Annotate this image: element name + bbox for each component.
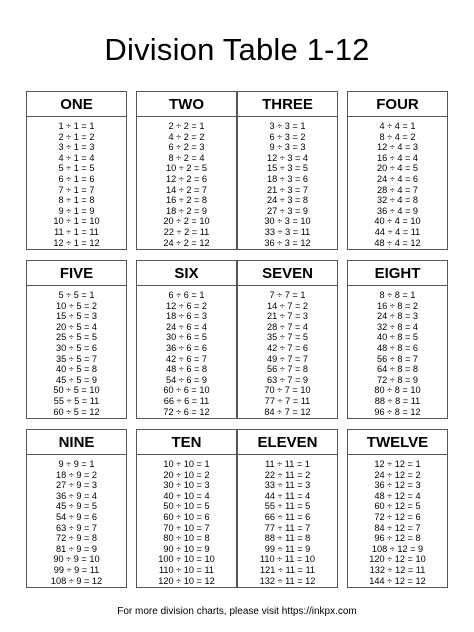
division-table-five	[26, 260, 127, 419]
table-heading: SEVEN	[238, 261, 337, 286]
division-fact: 2 ÷ 1 = 2	[58, 131, 95, 142]
division-table-eleven	[237, 429, 338, 588]
division-fact: 20 ÷ 5 = 4	[55, 321, 98, 332]
table-heading: TWELVE	[348, 430, 447, 455]
division-fact: 24 ÷ 3 = 8	[266, 195, 309, 206]
division-fact: 84 ÷ 12 = 7	[374, 522, 421, 533]
division-fact: 22 ÷ 11 = 2	[264, 469, 311, 480]
table-rows	[238, 459, 337, 586]
division-fact: 3 ÷ 3 = 1	[269, 121, 306, 131]
division-fact: 12 ÷ 12 = 1	[374, 459, 421, 469]
division-fact: 6 ÷ 2 = 3	[168, 142, 205, 153]
table-heading: ONE	[27, 92, 126, 117]
division-fact: 21 ÷ 7 = 3	[266, 311, 309, 322]
table-rows	[348, 290, 447, 417]
division-fact: 44 ÷ 4 = 11	[374, 226, 421, 237]
division-fact: 40 ÷ 10 = 4	[163, 490, 210, 501]
division-fact: 90 ÷ 9 = 10	[53, 554, 100, 565]
division-fact: 88 ÷ 11 = 8	[264, 533, 311, 544]
division-fact: 42 ÷ 6 = 7	[165, 353, 208, 364]
division-fact: 36 ÷ 12 = 3	[374, 480, 421, 491]
division-fact: 1 ÷ 1 = 1	[58, 121, 95, 131]
division-fact: 11 ÷ 1 = 11	[54, 226, 99, 237]
division-fact: 48 ÷ 12 = 4	[374, 490, 421, 501]
division-fact: 3 ÷ 1 = 3	[58, 142, 95, 153]
division-table-seven	[237, 260, 338, 419]
division-fact: 108 ÷ 12 = 9	[371, 543, 424, 554]
division-fact: 12 ÷ 4 = 3	[376, 142, 419, 153]
division-fact: 77 ÷ 7 = 11	[264, 395, 311, 406]
division-fact: 60 ÷ 10 = 6	[163, 511, 210, 522]
division-fact: 36 ÷ 6 = 6	[165, 342, 208, 353]
table-rows	[27, 290, 126, 417]
division-fact: 72 ÷ 6 = 12	[163, 406, 210, 417]
table-heading: FOUR	[348, 92, 447, 117]
division-fact: 70 ÷ 10 = 7	[163, 522, 210, 533]
division-fact: 12 ÷ 6 = 2	[165, 300, 208, 311]
division-table-six	[136, 260, 237, 419]
division-fact: 25 ÷ 5 = 5	[55, 332, 98, 343]
division-fact: 24 ÷ 4 = 6	[376, 173, 419, 184]
division-fact: 77 ÷ 11 = 7	[264, 522, 311, 533]
division-fact: 72 ÷ 12 = 6	[374, 511, 421, 522]
division-fact: 28 ÷ 7 = 4	[266, 321, 309, 332]
table-rows	[27, 459, 126, 586]
division-table-two	[136, 91, 237, 250]
division-fact: 12 ÷ 2 = 6	[165, 173, 208, 184]
division-fact: 49 ÷ 7 = 7	[266, 353, 309, 364]
division-fact: 64 ÷ 8 = 8	[376, 364, 419, 375]
division-fact: 5 ÷ 5 = 1	[58, 290, 95, 300]
division-fact: 132 ÷ 12 = 11	[369, 564, 426, 575]
division-fact: 44 ÷ 11 = 4	[264, 490, 311, 501]
division-fact: 56 ÷ 7 = 8	[266, 364, 309, 375]
division-fact: 35 ÷ 7 = 5	[266, 332, 309, 343]
division-fact: 121 ÷ 11 = 11	[259, 564, 316, 575]
division-fact: 9 ÷ 9 = 1	[58, 459, 95, 469]
division-fact: 2 ÷ 2 = 1	[168, 121, 205, 131]
table-rows	[348, 459, 447, 586]
division-fact: 16 ÷ 4 = 4	[376, 152, 419, 163]
division-fact: 80 ÷ 10 = 8	[163, 533, 210, 544]
division-fact: 32 ÷ 8 = 4	[376, 321, 419, 332]
division-fact: 30 ÷ 6 = 5	[165, 332, 208, 343]
division-fact: 54 ÷ 6 = 9	[165, 374, 208, 385]
division-fact: 36 ÷ 9 = 4	[55, 490, 98, 501]
division-fact: 24 ÷ 2 = 12	[163, 237, 210, 248]
division-table-ten	[136, 429, 237, 588]
division-fact: 45 ÷ 9 = 5	[55, 501, 98, 512]
division-fact: 15 ÷ 3 = 5	[266, 163, 309, 174]
division-fact: 80 ÷ 8 = 10	[374, 385, 421, 396]
division-fact: 110 ÷ 10 = 11	[158, 564, 215, 575]
division-fact: 4 ÷ 1 = 4	[58, 152, 95, 163]
division-fact: 96 ÷ 12 = 8	[374, 533, 421, 544]
division-fact: 30 ÷ 5 = 6	[55, 342, 98, 353]
division-fact: 12 ÷ 3 = 4	[266, 152, 309, 163]
division-fact: 35 ÷ 5 = 7	[55, 353, 98, 364]
division-fact: 15 ÷ 5 = 3	[55, 311, 98, 322]
division-table-twelve	[347, 429, 448, 588]
division-fact: 18 ÷ 6 = 3	[165, 311, 208, 322]
division-fact: 42 ÷ 7 = 6	[266, 342, 309, 353]
division-fact: 70 ÷ 7 = 10	[264, 385, 311, 396]
table-heading: TEN	[137, 430, 236, 455]
division-fact: 9 ÷ 1 = 9	[58, 205, 95, 216]
division-fact: 9 ÷ 3 = 3	[269, 142, 306, 153]
division-fact: 24 ÷ 8 = 3	[376, 311, 419, 322]
division-fact: 63 ÷ 7 = 9	[266, 374, 309, 385]
division-fact: 10 ÷ 1 = 10	[53, 216, 100, 227]
table-heading: SIX	[137, 261, 236, 286]
division-fact: 55 ÷ 11 = 5	[264, 501, 311, 512]
division-fact: 6 ÷ 1 = 6	[58, 173, 95, 184]
division-fact: 120 ÷ 10 = 12	[158, 575, 215, 586]
division-fact: 18 ÷ 3 = 6	[266, 173, 309, 184]
division-fact: 40 ÷ 8 = 5	[376, 332, 419, 343]
division-fact: 50 ÷ 10 = 5	[163, 501, 210, 512]
division-fact: 27 ÷ 9 = 3	[55, 480, 98, 491]
division-fact: 48 ÷ 4 = 12	[374, 237, 421, 248]
division-fact: 60 ÷ 12 = 5	[374, 501, 421, 512]
division-fact: 40 ÷ 4 = 10	[374, 216, 421, 227]
table-heading: THREE	[238, 92, 337, 117]
division-table-eight	[347, 260, 448, 419]
division-fact: 8 ÷ 4 = 2	[379, 131, 416, 142]
division-fact: 7 ÷ 7 = 1	[269, 290, 306, 300]
division-fact: 11 ÷ 11 = 1	[265, 459, 310, 469]
division-fact: 14 ÷ 2 = 7	[165, 184, 208, 195]
division-fact: 8 ÷ 1 = 8	[58, 195, 95, 206]
division-fact: 84 ÷ 7 = 12	[264, 406, 311, 417]
division-fact: 10 ÷ 5 = 2	[55, 300, 98, 311]
division-fact: 18 ÷ 2 = 9	[165, 205, 208, 216]
division-fact: 5 ÷ 1 = 5	[58, 163, 95, 174]
division-fact: 16 ÷ 8 = 2	[376, 300, 419, 311]
division-fact: 99 ÷ 9 = 11	[53, 564, 100, 575]
division-fact: 4 ÷ 2 = 2	[168, 131, 205, 142]
division-fact: 88 ÷ 8 = 11	[374, 395, 421, 406]
table-rows	[238, 290, 337, 417]
division-fact: 72 ÷ 9 = 8	[55, 533, 98, 544]
division-fact: 48 ÷ 6 = 8	[165, 364, 208, 375]
division-fact: 110 ÷ 11 = 10	[259, 554, 316, 565]
division-fact: 4 ÷ 4 = 1	[379, 121, 416, 131]
division-fact: 8 ÷ 2 = 4	[168, 152, 205, 163]
division-fact: 48 ÷ 8 = 6	[376, 342, 419, 353]
division-fact: 36 ÷ 4 = 9	[376, 205, 419, 216]
division-fact: 22 ÷ 2 = 11	[163, 226, 210, 237]
division-fact: 60 ÷ 5 = 12	[53, 406, 100, 417]
table-rows	[238, 121, 337, 248]
page-title: Division Table 1-12	[104, 32, 370, 67]
division-table-four	[347, 91, 448, 250]
division-fact: 60 ÷ 6 = 10	[163, 385, 210, 396]
division-fact: 144 ÷ 12 = 12	[369, 575, 426, 586]
division-fact: 32 ÷ 4 = 8	[376, 195, 419, 206]
division-fact: 12 ÷ 1 = 12	[53, 237, 100, 248]
division-fact: 40 ÷ 5 = 8	[55, 364, 98, 375]
division-fact: 81 ÷ 9 = 9	[55, 543, 98, 554]
table-rows	[137, 121, 236, 248]
division-fact: 8 ÷ 8 = 1	[379, 290, 416, 300]
division-fact: 90 ÷ 10 = 9	[163, 543, 210, 554]
division-fact: 33 ÷ 3 = 11	[264, 226, 311, 237]
division-fact: 14 ÷ 7 = 2	[266, 300, 309, 311]
division-fact: 24 ÷ 12 = 2	[374, 469, 421, 480]
table-rows	[348, 121, 447, 248]
division-fact: 50 ÷ 5 = 10	[53, 385, 100, 396]
table-heading: EIGHT	[348, 261, 447, 286]
division-fact: 66 ÷ 11 = 6	[264, 511, 311, 522]
division-fact: 20 ÷ 10 = 2	[163, 469, 210, 480]
division-fact: 108 ÷ 9 = 12	[50, 575, 103, 586]
division-fact: 54 ÷ 9 = 6	[55, 511, 98, 522]
division-fact: 36 ÷ 3 = 12	[264, 237, 311, 248]
division-fact: 6 ÷ 6 = 1	[168, 290, 205, 300]
division-fact: 45 ÷ 5 = 9	[55, 374, 98, 385]
division-fact: 6 ÷ 3 = 2	[269, 131, 306, 142]
division-fact: 120 ÷ 12 = 10	[369, 554, 426, 565]
table-heading: FIVE	[27, 261, 126, 286]
division-fact: 99 ÷ 11 = 9	[264, 543, 311, 554]
division-fact: 20 ÷ 4 = 5	[376, 163, 419, 174]
table-rows	[27, 121, 126, 248]
division-fact: 56 ÷ 8 = 7	[376, 353, 419, 364]
division-fact: 18 ÷ 9 = 2	[55, 469, 98, 480]
division-fact: 100 ÷ 10 = 10	[158, 554, 215, 565]
division-fact: 7 ÷ 1 = 7	[58, 184, 95, 195]
division-fact: 66 ÷ 6 = 11	[163, 395, 210, 406]
division-table-three	[237, 91, 338, 250]
division-fact: 55 ÷ 5 = 11	[53, 395, 100, 406]
table-rows	[137, 290, 236, 417]
footer-note: For more division charts, please visit https://inkpx.com	[117, 606, 357, 617]
division-fact: 24 ÷ 6 = 4	[165, 321, 208, 332]
table-rows	[137, 459, 236, 586]
division-table-one	[26, 91, 127, 250]
division-fact: 30 ÷ 10 = 3	[163, 480, 210, 491]
table-heading: ELEVEN	[238, 430, 337, 455]
division-fact: 21 ÷ 3 = 7	[266, 184, 309, 195]
division-fact: 10 ÷ 10 = 1	[163, 459, 210, 469]
division-table-nine	[26, 429, 127, 588]
division-fact: 96 ÷ 8 = 12	[374, 406, 421, 417]
division-fact: 132 ÷ 11 = 12	[259, 575, 316, 586]
division-fact: 33 ÷ 11 = 3	[264, 480, 311, 491]
division-fact: 63 ÷ 9 = 7	[55, 522, 98, 533]
division-fact: 10 ÷ 2 = 5	[165, 163, 208, 174]
division-fact: 27 ÷ 3 = 9	[266, 205, 309, 216]
division-fact: 30 ÷ 3 = 10	[264, 216, 311, 227]
division-fact: 16 ÷ 2 = 8	[165, 195, 208, 206]
table-heading: NINE	[27, 430, 126, 455]
division-fact: 72 ÷ 8 = 9	[376, 374, 419, 385]
division-fact: 20 ÷ 2 = 10	[163, 216, 210, 227]
table-heading: TWO	[137, 92, 236, 117]
division-fact: 28 ÷ 4 = 7	[376, 184, 419, 195]
